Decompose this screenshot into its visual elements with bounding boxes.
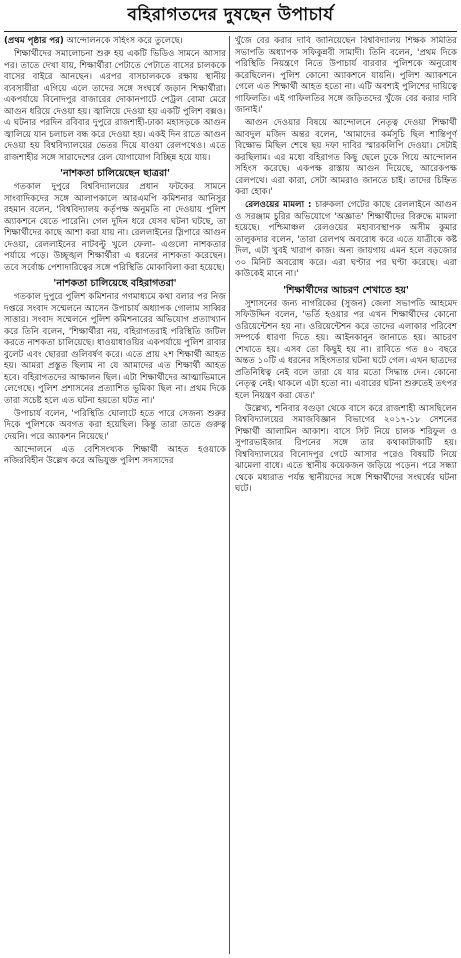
railway-case-paragraph (235, 200, 457, 281)
headline-rule (4, 31, 457, 32)
article-paragraph: আগুন দেওয়ার বিষয়ে আন্দোলনে নেতৃত্ব দেওয়া শিক্ষার্থী আবদুল মজিদ অন্তর বলেন, 'আমাদের কর্মসূচি ছিল শান্তিপূর্ণ বিক্ষোভ মিছিল শেষে ছয় দফা দাবির স্মারকলিপি দেওয়া। সেটাই করছিলাম। এর মধ্যে বহিরাগত কিছু ছেলে ঢুকে গিয়ে আন্দোলন সহিংস করেছে। একপক্ষ রাস্তায় আগুন দিয়েছে, আরেকপক্ষ রেলপথে। এরা কারা, সেটা আমরাও জানতে চাই। তাদের চিহ্নিত করা হোক।' (235, 118, 457, 197)
subheading-students-sabotage: 'নাশকতা চালিয়েছেন ছাত্ররা' (60, 168, 170, 179)
continuation-label: (প্রথম পৃষ্ঠার পর) (4, 36, 64, 46)
article-paragraph: উপাচার্য বলেন, 'পরিস্থিতি ঘোলাটে হতে পারে সেজন্য শুরুর দিকে পুলিশকে অবগত করা হয়েছিল। কিন্তু তারা তাতে গুরুত্ব দেয়নি। পরে অ্যাকশন নিয়েছে।' (4, 408, 226, 442)
intro-paragraph (4, 36, 226, 48)
article-paragraph: সুশাসনের জন্য নাগরিকের (সুজন) জেলা সভাপতি আহমেদ সফিউদ্দিন বলেন, 'ভর্তি হওয়ার পর এখন শিক্ষার্থীদের কোনো ওরিয়েন্টেশন হয় না। ওরিয়েন্টেশন করে তাদের এলাকার পরিবেশ সম্পর্কে ধারণা দিতে হয়। আইনকানুন জানাতে হয়। আচরণ শেখাতে হয়। এসব তো কিছুই হয় না। রাবিতে গত ৪০ বছরে অন্তত ১০টি এ ধরনের সহিংসতার ঘটনা ঘটে গেল। এখন ছাত্রদের প্রতিনিধিত্ব নেই বলে তারা যে যার মতো সিদ্ধান্ত দেন। কোনো নেতৃত্ব নেই। থাকলে এটা হতো না। এবারের ঘটনা শুরুতেই তৎপর হলে নিয়ন্ত্রণ করা যেত।' (235, 298, 457, 401)
right-column (235, 36, 457, 954)
headline: বহিরাগতদের দুষছেন উপাচার্য (127, 5, 334, 25)
subheading-railway-case: রেলওয়ের মামলা : (245, 200, 312, 210)
article-paragraph: খুঁজে বের করার দাবি জানিয়েছেন বিশ্ববিদ্যালয় শিক্ষক সমিতির সভাপতি অধ্যাপক সফিকুন্নবী সামাদী। তিনি বলেন, 'প্রথম দিকে পরিস্থিতি নিয়ন্ত্রণে নিতে উপাচার্য বারবার পুলিশকে অনুরোধ করেছিলেন। পুলিশ কোনো অ্যাকশনে যায়নি। পুলিশ অ্যাকশনে গেলে এত শিক্ষার্থী আহত হতো না। এটি অবশ্যই পুলিশের দায়িত্বে গাফিলতি। এই গাফিলতির সঙ্গে জড়িতদের খুঁজে বের করার দাবি জানাই।' (235, 36, 457, 115)
left-column (4, 36, 226, 954)
railway-case-text: চারুকলা গেটের কাছে রেললাইনে আগুন ও সরঞ্জাম চুরির অভিযোগে 'অজ্ঞাত' শিক্ষার্থীদের বিরুদ্ধে মামলা হয়েছে। পশ্চিমাঞ্চল রেলওয়ের মহাব্যবস্থাপক অসীম কুমার তালুকদার বলেন, 'তারা রেলপথ অবরোধ করে এতে যাত্রীকে কষ্ট দিল, এটা খুবই খারাপ কাজ। অন্য জায়গায় এমন হলে বড়জোর ৩০ মিনিট অবরোধ করে। এরা ঘণ্টার পর ঘণ্টা করেছে। এরা কাউকেই মানে না।' (235, 200, 457, 279)
column-divider (229, 36, 230, 954)
intro-text: আন্দোলনকে সহিংস করে তুলেছে। (63, 36, 183, 46)
article-paragraph: শিক্ষার্থীদের সমালোচনা শুরু হয় একটি ভিডিও সামনে আসার পর। তাতে দেখা যায়, শিক্ষার্থীরা পেটাতে পেটাতে বাসের চালককে বাসের বাইরে আনছেন। এরপর বাসচালককে রক্ষায় স্থানীয় ব্যবসায়ীরা এগিয়ে এলে তাদের সঙ্গে সংঘর্ষে জড়ান শিক্ষার্থীরা। একপর্যায়ে বিনোদপুর বাজারের দোকানপাটে পেট্রল বোমা মেরে আগুন ধরিয়ে দেওয়া হয়। জ্বালিয়ে দেওয়া হয় একটি পুলিশ বক্সও। এ ঘটনার পরদিন রবিবার দুপুরে রাজশাহী-ঢাকা মহাসড়কে আগুন জ্বালিয়ে যান চলাচল বন্ধ করে দেওয়া হয়। একই দিন রাতে আগুন দেওয়া হয় বিশ্ববিদ্যালয়ের ভেতর দিয়ে যাওয়া রেলপথেও। এতে রাজশাহীর সঙ্গে সারাদেশের রেল যোগাযোগ বিচ্ছিন্ন হয়ে যায়। (4, 49, 226, 163)
subheading-teach-conduct: 'শিক্ষার্থীদের আচরণ শেখাতে হয়' (283, 284, 409, 296)
article-paragraph: আন্দোলনে এত বেশিসংখ্যক শিক্ষার্থী আহত হওয়াকে নজিরবিহীন উল্লেখ করে অভিযুক্ত পুলিশ সদস্যদের (4, 444, 226, 466)
subheading-outsiders-sabotage: 'নাশকতা চালিয়েছে বহিরাগতরা' (53, 278, 177, 289)
article-paragraph: উল্লেখ্য, শনিবার বগুড়া থেকে বাসে করে রাজশাহী আসছিলেন বিশ্ববিদ্যালয়ের সমাজবিজ্ঞান বিভাগের ২০১৭-১৮ সেশনের শিক্ষার্থী আলামিন আকাশ। বাসে সিট নিয়ে চালক শরিফুল ও সুপারভাইজার রিপনের সঙ্গে তার কথাকাটাকাটি হয়। বিশ্ববিদ্যালয়ের বিনোদপুর গেটে আসার পরেও বিষয়টি নিয়ে ঝামেলা বাধে। এতে স্থানীয় কয়েকজন জড়িয়ে পড়েন। পরে সন্ধ্যা থেকে মধ্যরাত পর্যন্ত স্থানীয়দের সঙ্গে শিক্ষার্থীদের সংঘর্ষের ঘটনা ঘটে। (235, 403, 457, 494)
article-paragraph: গতকাল দুপুরে বিশ্ববিদ্যালয়ের প্রধান ফটকের সামনে সাংবাদিকদের সঙ্গে আলাপকালে আরএমপি কমিশনার আনিসুর রহমান বলেন, 'বিশ্ববিদ্যালয় কর্তৃপক্ষ অনুমতি না দেওয়ায় পুলিশ অ্যাকশনে যেতে পারেনি। গেল দুদিন ধরে যেসব ঘটনা ঘটছে, তা শিক্ষার্থীদের কাছে আশা করা যায় না। রেললাইনের স্লিপারে আগুন দেওয়া, রেললাইনের নাটবল্টু খুলে ফেলা- এগুলো নাশকতার পর্যায়ে পড়ে। উচ্ছৃঙ্খল শিক্ষার্থীরা এ ধরনের নাশকতা করেছেন। তবে সর্বোচ্চ পেশাদারিত্বের সঙ্গে পরিস্থিতি মোকাবিলা করা হয়েছে। (4, 182, 226, 273)
article-paragraph: গতকাল দুপুরে পুলিশ কমিশনার গণমাধ্যমে কথা বলার পর নিজ দপ্তরে সংবাদ সম্মেলনে আসেন উপাচার্য অধ্যাপক গোলাম সাব্বির সাত্তার। সংবাদ সম্মেলনে পুলিশ কমিশনারের অভিযোগ প্রত্যাখ্যান করে তিনি বলেন, 'শিক্ষার্থীরা নয়, বহিরাগতরাই পরিস্থিতি জটিল করতে নাশকতা চালিয়েছে। ধাওয়াধাওয়ির একপর্যায়ে পুলিশ রাবার বুলেট এবং ছোররা গুলিবর্ষণ করে। এতে প্রায় ২শ শিক্ষার্থী আহত হয়। আমরা প্রস্তুত ছিলাম না যে আমাদের এত শিক্ষার্থী আহত হবে। বহিরাগতদের আক্ষালন ছিল। এটা শিক্ষার্থীদের আত্মাভিমানে লেগেছে। পুলিশ প্রশাসনের প্রত্যাশিত ভূমিকা ছিল না। প্রথম দিকে তারা সচেষ্ট হলে এত ঘটনা হয়তো ঘটত না।' (4, 292, 226, 406)
